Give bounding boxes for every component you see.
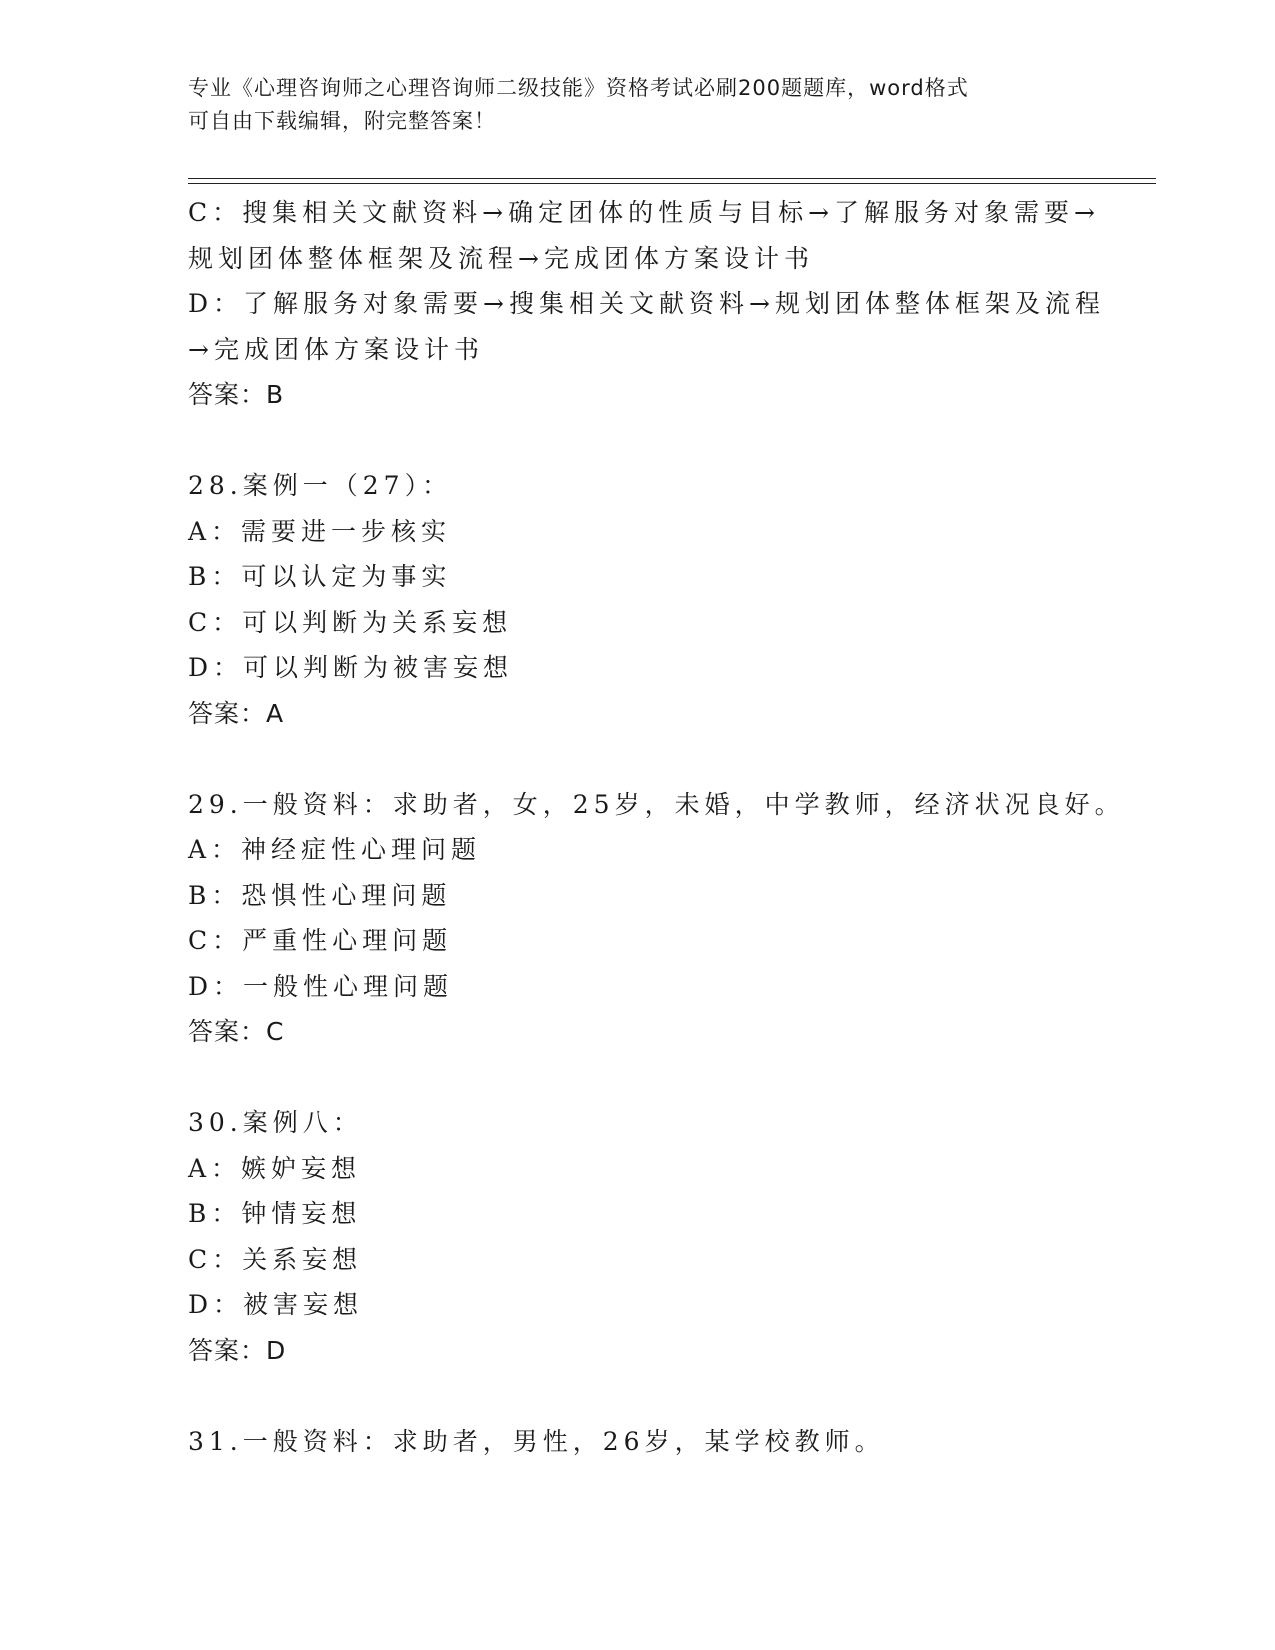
header-rule-top: [188, 178, 1156, 179]
question-29: [188, 782, 1125, 1055]
option-a: A：嫉妒妄想: [188, 1153, 362, 1183]
option-c: C：严重性心理问题: [188, 926, 453, 955]
option-a: A：神经症性心理问题: [188, 835, 482, 864]
question-31: [188, 1419, 1088, 1465]
previous-question: [188, 190, 1105, 418]
question-28: [188, 463, 1088, 736]
spacer: [188, 1055, 1088, 1101]
question-30: [188, 1100, 1088, 1373]
spacer: [188, 1373, 1088, 1419]
option-d: D：被害妄想: [188, 1290, 364, 1319]
option-c-line-1: C：搜集相关文献资料→确定团体的性质与目标→了解服务对象需要→: [188, 198, 1100, 227]
option-c: C：关系妄想: [188, 1244, 363, 1274]
answer-line: 答案：D: [188, 1335, 287, 1365]
option-a: A：需要进一步核实: [188, 516, 452, 546]
question-list: [188, 190, 1125, 1464]
option-d: D：可以判断为被害妄想: [188, 653, 514, 682]
option-d-line-2: →完成团体方案设计书: [188, 334, 484, 364]
option-b: B：可以认定为事实: [188, 562, 452, 591]
question-stem: 30.案例八：: [188, 1108, 363, 1137]
header-line-2: 可自由下载编辑，附完整答案！: [188, 109, 496, 133]
option-c: C：可以判断为关系妄想: [188, 607, 513, 637]
spacer: [188, 418, 1088, 464]
answer-line: 答案：C: [188, 1017, 285, 1046]
option-d-line-1: D：了解服务对象需要→搜集相关文献资料→规划团体整体框架及流程: [188, 289, 1105, 318]
question-stem: 28.案例一（27）：: [188, 471, 453, 500]
document-header: [188, 72, 1088, 138]
header-rule-bottom: [188, 183, 1156, 184]
spacer: [188, 736, 1088, 782]
answer-line: 答案：B: [188, 380, 285, 409]
option-b: B：钟情妄想: [188, 1199, 362, 1228]
question-stem: 31.一般资料：求助者，男性，26岁，某学校教师。: [188, 1426, 885, 1456]
option-b: B：恐惧性心理问题: [188, 880, 452, 910]
option-d: D：一般性心理问题: [188, 971, 454, 1001]
answer-line: 答案：A: [188, 698, 285, 728]
option-c-line-2: 规划团体整体框架及流程→完成团体方案设计书: [188, 243, 814, 273]
header-line-1: 专业《心理咨询师之心理咨询师二级技能》资格考试必刷200题题库，word格式: [188, 76, 969, 100]
question-stem: 29.一般资料：求助者，女，25岁，未婚，中学教师，经济状况良好。: [188, 789, 1125, 819]
